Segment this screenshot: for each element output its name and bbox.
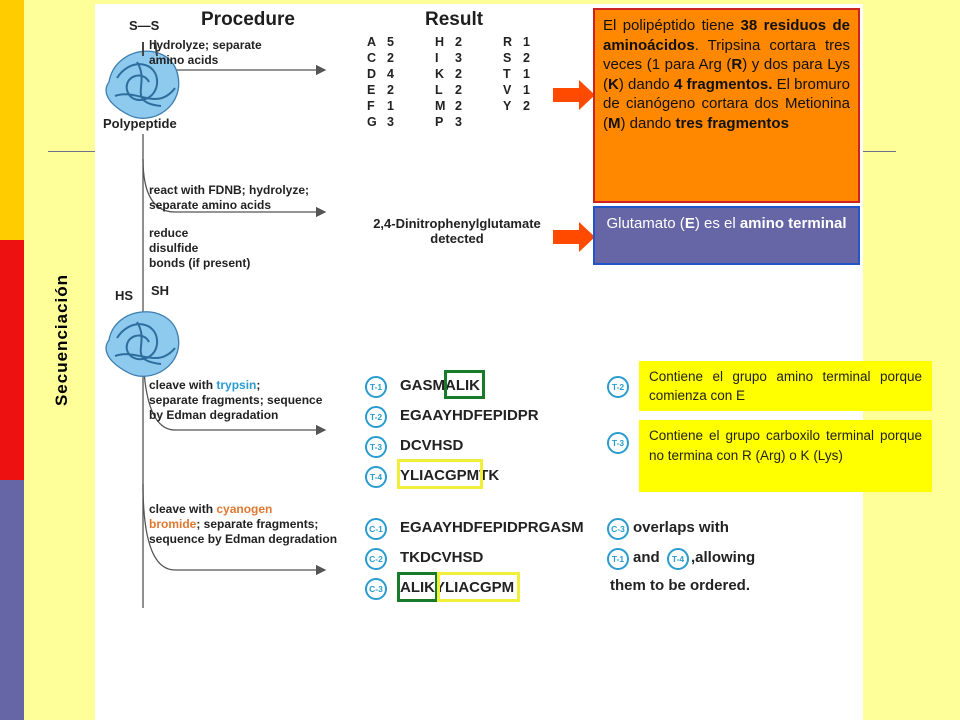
arrow-right-icon — [553, 80, 595, 110]
cyanogen-keyword: cyanogen — [216, 502, 273, 516]
badge-right-t3: T-3 — [607, 432, 629, 454]
alik-highlight-t1 — [444, 370, 485, 399]
fragment-c3: ALIKYLIACGPM — [400, 579, 515, 596]
thiol-label-left: HS — [115, 288, 134, 303]
badge-right-t2: T-2 — [607, 376, 629, 398]
overlap-text-allowing: ,allowing — [691, 549, 756, 566]
overlap-text-line3: them to be ordered. — [610, 577, 751, 594]
alik-highlight-c3 — [397, 572, 438, 602]
step-trypsin: cleave with trypsin; separate fragments; sequence by Edman degradation — [149, 378, 323, 422]
badge-c3: C-3 — [365, 578, 387, 600]
step-reduce: reduce disulfide bonds (if present) — [149, 226, 251, 270]
composition-col-3: R 1 S 2 T 1 V 1 Y 2 — [503, 35, 530, 113]
trypsin-keyword: trypsin — [216, 378, 257, 392]
badge-right-t4: T-4 — [667, 548, 689, 570]
badge-right-c3: C-3 — [607, 518, 629, 540]
divider-right — [860, 151, 896, 152]
composition-col-2: H 2 I 3 K 2 L 2 M 2 P 3 — [435, 35, 462, 129]
divider-left — [48, 151, 98, 152]
dnp-result: 2,4-Dinitrophenylglutamate detected — [373, 216, 541, 246]
arrow-right-icon — [553, 222, 595, 252]
procedure-header: Procedure — [201, 9, 295, 30]
callout-fragment-summary: El polipéptido tiene 38 residuos de aminoácidos. Tripsina cortara tres veces (1 para Arg (R) y dos para Lys (K) dando 4 fragmentos. El bromuro de cianógeno cortara dos Metionina (M) dando tres fragmentos — [593, 8, 860, 203]
badge-t1: T-1 — [365, 376, 387, 398]
overlap-text-and: and — [633, 549, 660, 566]
step-fdnb: react with FDNB; hydrolyze; separate amino acids — [149, 183, 310, 212]
ylacgpm-highlight-c3 — [437, 572, 520, 602]
accent-bar-red — [0, 240, 24, 480]
accent-bar-yellow — [0, 0, 24, 240]
badge-c2: C-2 — [365, 548, 387, 570]
badge-right-t1: T-1 — [607, 548, 629, 570]
accent-bar-purple — [0, 480, 24, 720]
polypeptide-caption: Polypeptide — [103, 116, 177, 131]
slide-title: Secuenciación — [52, 273, 71, 407]
disulfide-label: S—S — [129, 18, 160, 33]
badge-t3: T-3 — [365, 436, 387, 458]
fragment-t4: YLIACGPMTK — [400, 467, 500, 484]
callout-amino-terminal-fragment: Contiene el grupo amino terminal porque comienza con E — [639, 361, 932, 411]
badge-c1: C-1 — [365, 518, 387, 540]
overlap-text-line1: overlaps with — [633, 519, 729, 536]
result-header: Result — [425, 9, 484, 30]
fragment-c2: TKDCVHSD — [400, 549, 484, 566]
badge-t2: T-2 — [365, 406, 387, 428]
composition-col-1: A 5 C 2 D 4 E 2 F 1 G 3 — [367, 35, 394, 129]
reduced-polypeptide-ribbon-icon — [97, 302, 189, 388]
fragment-t1: GASMALIK — [400, 377, 480, 394]
bromide-keyword: bromide — [149, 517, 197, 531]
callout-carboxyl-terminal-fragment: Contiene el grupo carboxilo terminal porque no termina con R (Arg) o K (Lys) — [639, 420, 932, 492]
ylacgpm-highlight-t4 — [397, 459, 483, 489]
callout-amino-terminal: Glutamato (E) es el amino terminal — [593, 206, 860, 265]
fragment-t3: DCVHSD — [400, 437, 464, 454]
thiol-label-right: SH — [151, 283, 170, 298]
badge-t4: T-4 — [365, 466, 387, 488]
step-cyanogen-bromide: cleave with cyanogen bromide; separate fragments; sequence by Edman degradation — [149, 502, 338, 546]
fragment-c1: EGAAYHDFEPIDPRGASM — [400, 519, 584, 536]
fragment-t2: EGAAYHDFEPIDPR — [400, 407, 539, 424]
step-hydrolyze: hydrolyze; separate amino acids — [149, 38, 262, 67]
